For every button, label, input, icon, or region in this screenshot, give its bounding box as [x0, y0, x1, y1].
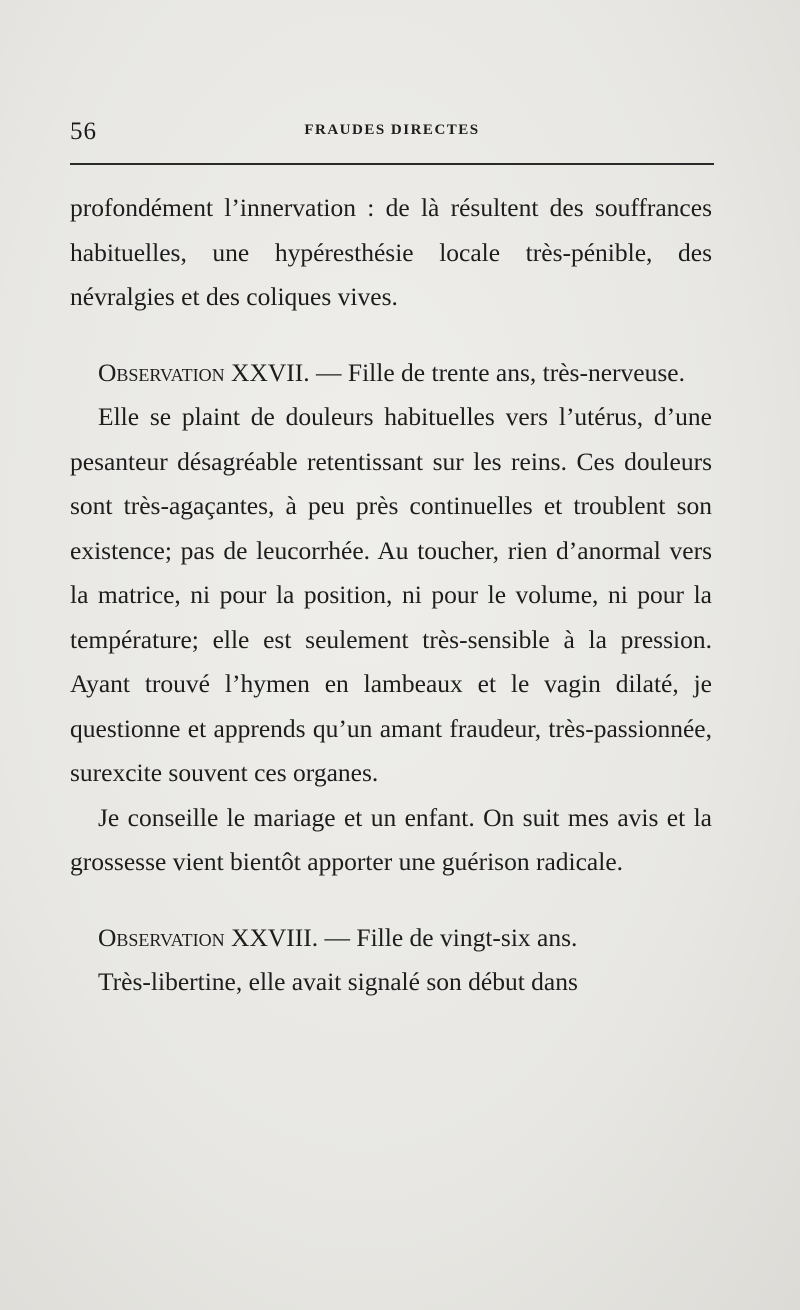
observation-numeral: XXVII.	[231, 357, 310, 387]
page-header	[70, 112, 714, 152]
observation-28-heading	[70, 916, 712, 961]
observation-numeral: XXVIII.	[231, 922, 319, 952]
page-number: 56	[70, 118, 97, 145]
paragraph-observation-27: Elle se plaint de douleurs habituelles vers l’utérus, d’une pesanteur désagréable retentissant sur les reins. Ces douleurs sont très-agaçantes, à peu près continuelles et troublent son existence; pas de leucorrhée. Au toucher, rien d’anormal vers la matrice, ni pour la position, ni pour le volume, ni pour la température; elle est seulement très-sensible à la pression. Ayant trouvé l’hymen en lambeaux et le vagin dilaté, je questionne et apprends qu’un amant fraudeur, très-passionnée, surexcite souvent ces organes.	[70, 402, 712, 787]
section-gap	[70, 320, 712, 351]
paragraph-conclusion: Je conseille le mariage et un enfant. On suit mes avis et la grossesse vient bientôt apporter une guérison radicale.	[70, 802, 712, 876]
observation-text: — Fille de trente ans, très-nerveuse.	[316, 357, 685, 387]
body-text	[70, 186, 712, 1005]
observation-label: Observation	[98, 922, 225, 952]
observation-text: — Fille de vingt-six ans.	[324, 922, 578, 952]
observation-27-heading	[70, 351, 712, 396]
observation-label: Observation	[98, 357, 225, 387]
running-title: FRAUDES DIRECTES	[304, 122, 480, 138]
header-rule	[70, 163, 714, 165]
paragraph-observation-28: Très-libertine, elle avait signalé son début dans	[98, 967, 578, 996]
section-gap	[70, 885, 712, 916]
paragraph-continuation: profondément l’innervation : de là résultent des souffrances habituelles, une hypéresthésie locale très-pénible, des névralgies et des coliques vives.	[70, 193, 712, 311]
